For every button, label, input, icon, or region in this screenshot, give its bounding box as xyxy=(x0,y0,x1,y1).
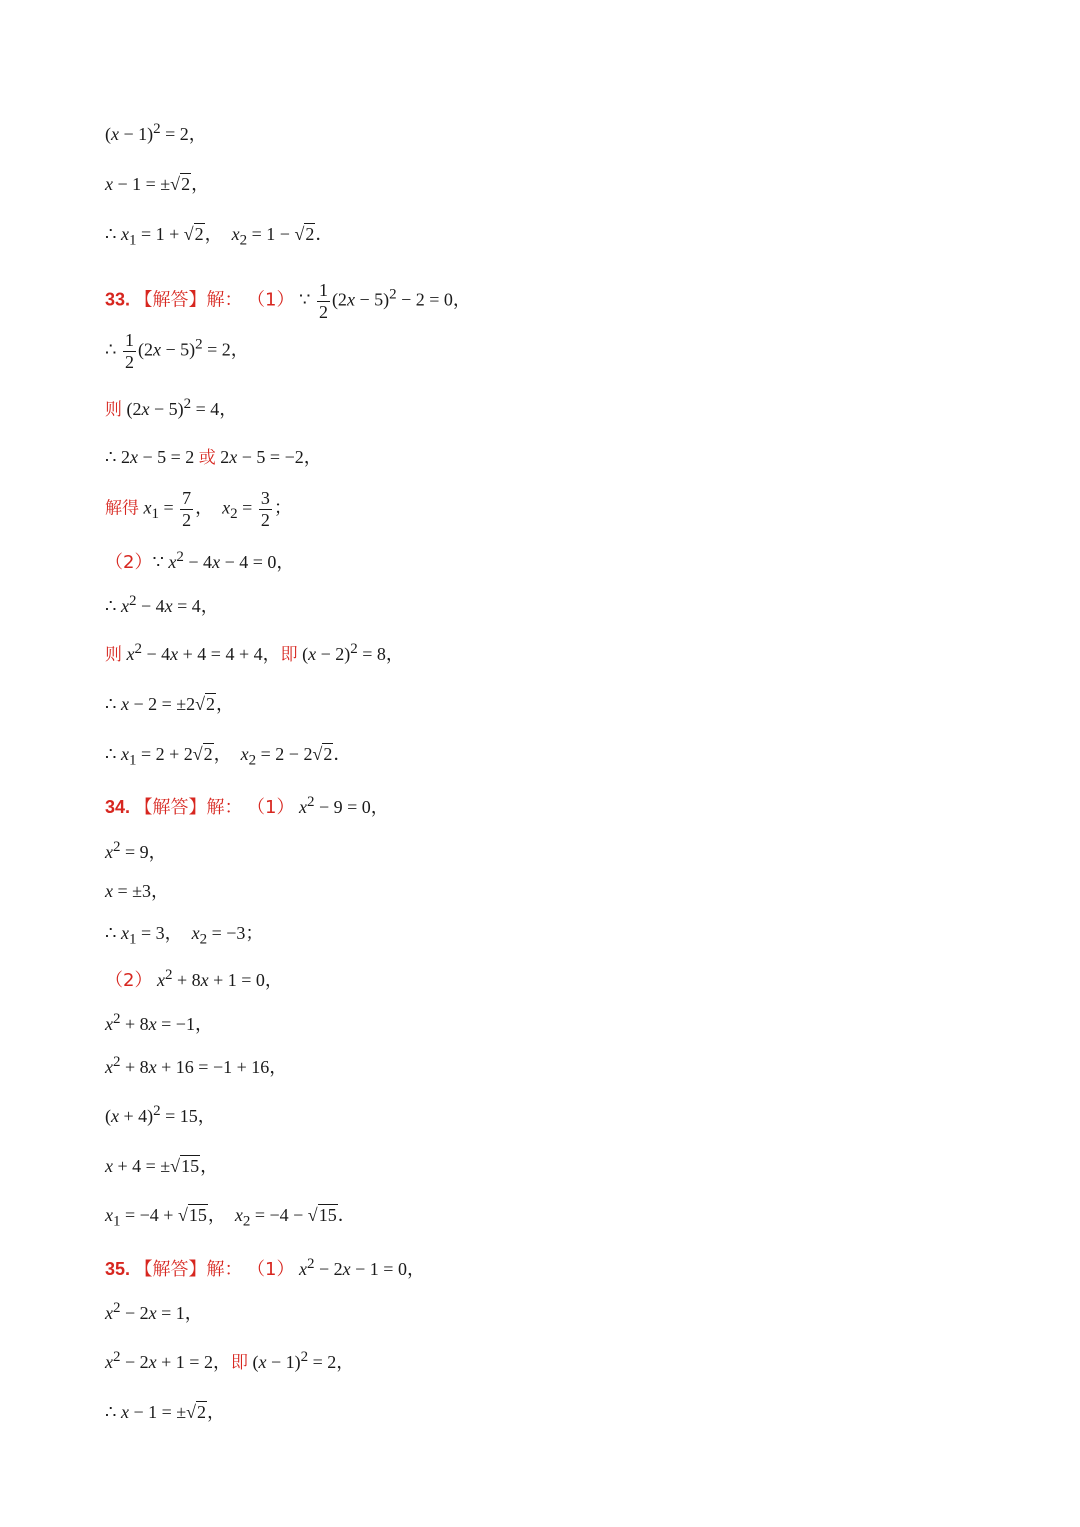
equation-line: （2） $x^2 + 8x + 1 = 0$， xyxy=(105,967,283,991)
part-label: （1） xyxy=(247,289,295,311)
equation-line: ∴ $x_1 = 3$， $x_2 = -3$； xyxy=(105,923,264,948)
equation-line: x + 4 = ±√15， xyxy=(105,1156,219,1176)
equation-line: ∴ x − 1 = ±√2， xyxy=(105,1402,226,1422)
equation-line: （2）∵ $x^2 - 4x - 4 = 0$， xyxy=(105,549,295,573)
problem-33-header: 33. 【解答】解： （1） ∵ $\frac{1}{2}$ $(2x - 5)^2 - 2 = 0$， xyxy=(105,280,471,322)
problem-number: 33. xyxy=(105,289,131,310)
equation-line: ∴ $x_1 = 2 + 2√2$， $x_2 = 2 - 2√2$． xyxy=(105,744,352,769)
problem-35-header: 35. 【解答】解： （1） $x^2 - 2x - 1 = 0$， xyxy=(105,1256,425,1280)
equation-line: ∴ 2x − 5 = 2 或 2x − 5 = −2， xyxy=(105,447,322,468)
equation-line-1: $(x - 1)^2 = 2$， xyxy=(105,121,207,144)
equation-line: $x^2 - 2x = 1$， xyxy=(105,1300,203,1323)
equation-line: 则 $x^2 - 4x + 4 = 4 + 4$，即 $(x - 2)^2 = 8$， xyxy=(105,641,404,665)
answer-tag: 【解答】解： xyxy=(134,289,243,311)
equation-line: $x_1 = -4 + √15$， $x_2 = -4 - √15$． xyxy=(105,1205,356,1230)
equation-line-2: x − 1 = ±√2， xyxy=(105,174,210,194)
problem-34-header: 34. 【解答】解： （1） $x^2 - 9 = 0$， xyxy=(105,794,389,818)
equation-line: ∴ x − 2 = ±2√2， xyxy=(105,694,235,714)
equation-line: $(x + 4)^2 = 15$， xyxy=(105,1103,216,1126)
equation-line: x = ±3， xyxy=(105,881,170,901)
equation-line: 解得 $x_1$ = $\frac{7}{2}$ ， $x_2$ = $\frac{3}{2}$ ； xyxy=(105,488,292,530)
equation-line: $x^2 + 8x + 16 = -1 + 16$， xyxy=(105,1054,288,1077)
equation-line: $x^2 = 9$， xyxy=(105,839,167,862)
equation-line: $x^2 + 8x = -1$， xyxy=(105,1011,213,1034)
equation-line: 则 $(2x - 5)^2 = 4$， xyxy=(105,396,238,420)
equation-line: ∴ $\frac{1}{2}$ $(2x - 5)^2 = 2$， xyxy=(105,330,249,372)
equation-line-3: ∴ $x_1 = 1 + √2$， $x_2 = 1 - √2$． xyxy=(105,224,334,249)
equation-line: $x^2 - 2x + 1 = 2$，即 $(x - 1)^2 = 2$， xyxy=(105,1349,355,1373)
equation-line: ∴ $x^2 - 4x = 4$， xyxy=(105,593,219,616)
